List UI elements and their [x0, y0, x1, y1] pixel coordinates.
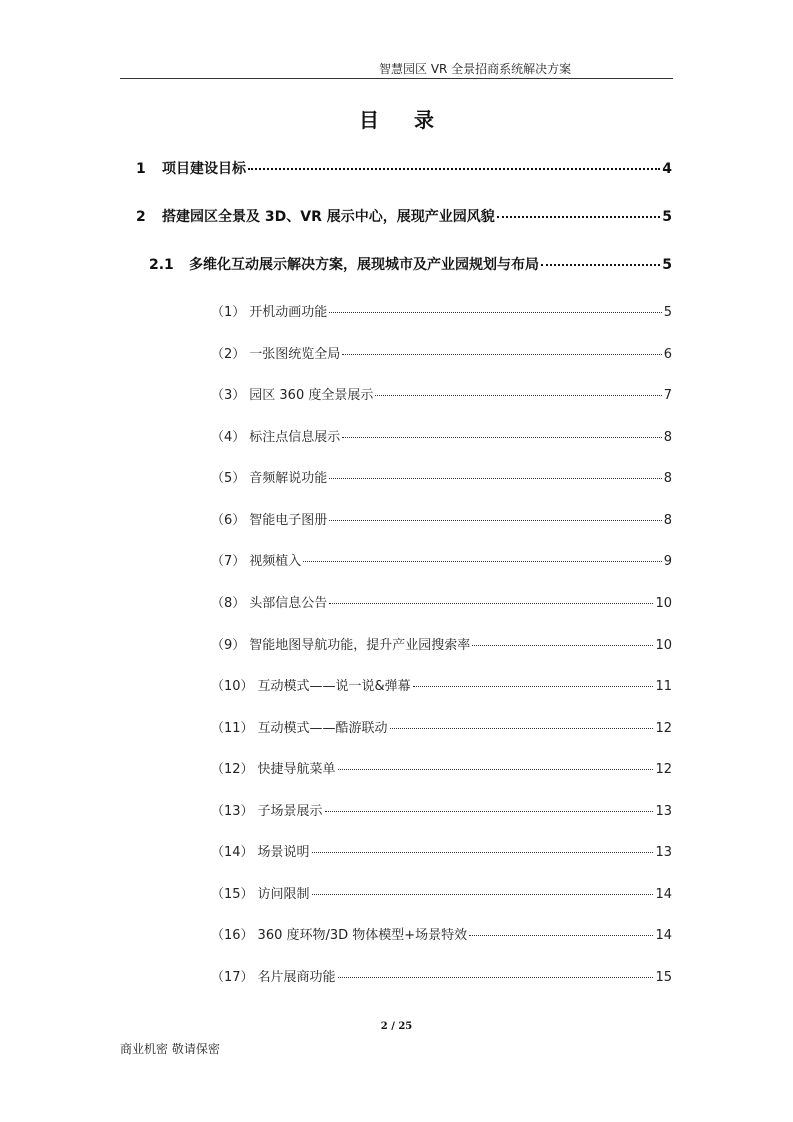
toc-entry[interactable]	[211, 634, 672, 653]
toc-entry-title: 360 度环物/3D 物体模型+场景特效	[257, 928, 468, 943]
toc-entry[interactable]	[211, 592, 672, 611]
toc-entry-title: 名片展商功能	[257, 970, 336, 985]
toc-entry-title: 智能地图导航功能，提升产业园搜索率	[249, 638, 471, 653]
toc-dot-leader	[312, 881, 654, 895]
confidentiality-note: 商业机密 敬请保密	[120, 1042, 220, 1056]
toc-entry-title: 快捷导航菜单	[257, 762, 336, 777]
toc-entry-number: （9）	[211, 638, 246, 653]
toc-entry[interactable]	[211, 509, 672, 528]
toc-dot-leader	[342, 341, 661, 355]
toc-entry-title: 音频解说功能	[249, 471, 328, 486]
toc-entry[interactable]	[211, 717, 672, 736]
toc-dot-leader	[329, 465, 661, 479]
document-header-title: 智慧园区 VR 全景招商系统解决方案	[379, 62, 572, 76]
toc-entry-number: （15）	[211, 887, 254, 902]
toc-entry-title: 多维化互动展示解决方案，展现城市及产业园规划与布局	[189, 257, 539, 273]
toc-entry-number: （10）	[211, 679, 254, 694]
toc-heading: 目 录	[359, 108, 448, 132]
toc-dot-leader	[303, 548, 661, 562]
toc-entry-title: 标注点信息展示	[249, 430, 341, 445]
toc-entry-page: 8	[663, 513, 672, 528]
toc-entry-page: 6	[663, 347, 672, 362]
toc-entry[interactable]	[211, 384, 672, 403]
toc-entry-page: 5	[662, 209, 672, 225]
toc-entry-title: 视频植入	[249, 554, 302, 569]
toc-dot-leader	[497, 202, 661, 218]
toc-entry-page: 14	[655, 928, 672, 943]
toc-dot-leader	[472, 632, 653, 646]
toc-entry-number: （8）	[211, 596, 246, 611]
toc-entry-page: 14	[655, 887, 672, 902]
toc-entry-page: 13	[655, 845, 672, 860]
toc-entry[interactable]	[211, 924, 672, 943]
toc-entry[interactable]	[211, 841, 672, 860]
toc-dot-leader	[469, 922, 653, 936]
toc-entry-number: （13）	[211, 804, 254, 819]
toc-entry[interactable]	[211, 675, 672, 694]
toc-entry[interactable]	[211, 550, 672, 569]
toc-entry-page: 12	[655, 762, 672, 777]
toc-entry-number: （16）	[211, 928, 254, 943]
toc-entry[interactable]	[136, 157, 672, 178]
toc-entry-title: 头部信息公告	[249, 596, 328, 611]
toc-entry-number: 2	[136, 209, 146, 225]
toc-dot-leader	[312, 839, 654, 853]
toc-entry-title: 项目建设目标	[162, 161, 246, 177]
toc-entry-number: （5）	[211, 471, 246, 486]
toc-entry[interactable]	[211, 467, 672, 486]
toc-dot-leader	[413, 673, 654, 687]
toc-entry[interactable]	[211, 301, 672, 320]
toc-entry[interactable]	[211, 343, 672, 362]
toc-entry[interactable]	[211, 966, 672, 985]
toc-entry-number: 1	[136, 161, 146, 177]
toc-entry-page: 5	[663, 305, 672, 320]
toc-entry-title: 开机动画功能	[249, 305, 328, 320]
toc-entry-title: 子场景展示	[257, 804, 323, 819]
toc-dot-leader	[325, 798, 654, 812]
toc-entry[interactable]	[211, 758, 672, 777]
toc-entry-title: 搭建园区全景及 3D、VR 展示中心，展现产业园风貌	[162, 209, 495, 225]
toc-entry-page: 8	[663, 471, 672, 486]
toc-entry-number: （11）	[211, 721, 254, 736]
toc-entry-title: 访问限制	[257, 887, 310, 902]
toc-entry-page: 11	[655, 679, 672, 694]
toc-entry-number: （4）	[211, 430, 246, 445]
toc-entry-page: 15	[655, 970, 672, 985]
toc-dot-leader	[329, 299, 661, 313]
toc-entry-number: （14）	[211, 845, 254, 860]
toc-entry-page: 7	[663, 388, 672, 403]
toc-dot-leader	[541, 250, 660, 266]
toc-dot-leader	[338, 756, 654, 770]
toc-entry-number: （6）	[211, 513, 246, 528]
toc-entry-page: 4	[662, 161, 672, 177]
toc-entry[interactable]	[149, 253, 672, 274]
toc-entry-page: 10	[655, 638, 672, 653]
toc-entry-number: （12）	[211, 762, 254, 777]
toc-dot-leader	[342, 424, 661, 438]
toc-entry-number: （2）	[211, 347, 246, 362]
toc-entry-number: 2.1	[149, 257, 174, 273]
toc-entry[interactable]	[211, 800, 672, 819]
toc-entry-title: 场景说明	[257, 845, 310, 860]
toc-entry-title: 智能电子图册	[249, 513, 328, 528]
toc-entry[interactable]	[211, 883, 672, 902]
toc-dot-leader	[390, 715, 654, 729]
toc-entry[interactable]	[211, 426, 672, 445]
toc-entry-page: 8	[663, 430, 672, 445]
toc-dot-leader	[338, 964, 654, 978]
page-number: 2 / 25	[380, 1021, 413, 1032]
toc-entry-title: 一张图统览全局	[249, 347, 341, 362]
toc-entry-page: 13	[655, 804, 672, 819]
toc-entry-title: 园区 360 度全景展示	[249, 388, 374, 403]
header-divider	[120, 78, 673, 79]
toc-entry-number: （1）	[211, 305, 246, 320]
toc-dot-leader	[375, 382, 661, 396]
toc-entry-title: 互动模式——酷游联动	[257, 721, 388, 736]
toc-entry-title: 互动模式——说一说&弹幕	[257, 679, 411, 694]
toc-dot-leader	[329, 507, 661, 521]
toc-dot-leader	[248, 154, 660, 170]
toc-entry-number: （7）	[211, 554, 246, 569]
toc-entry-number: （3）	[211, 388, 246, 403]
toc-entry-page: 12	[655, 721, 672, 736]
toc-entry[interactable]	[136, 205, 672, 226]
toc-dot-leader	[329, 590, 653, 604]
toc-entry-page: 10	[655, 596, 672, 611]
toc-entry-number: （17）	[211, 970, 254, 985]
toc-entry-page: 5	[662, 257, 672, 273]
toc-entry-page: 9	[663, 554, 672, 569]
